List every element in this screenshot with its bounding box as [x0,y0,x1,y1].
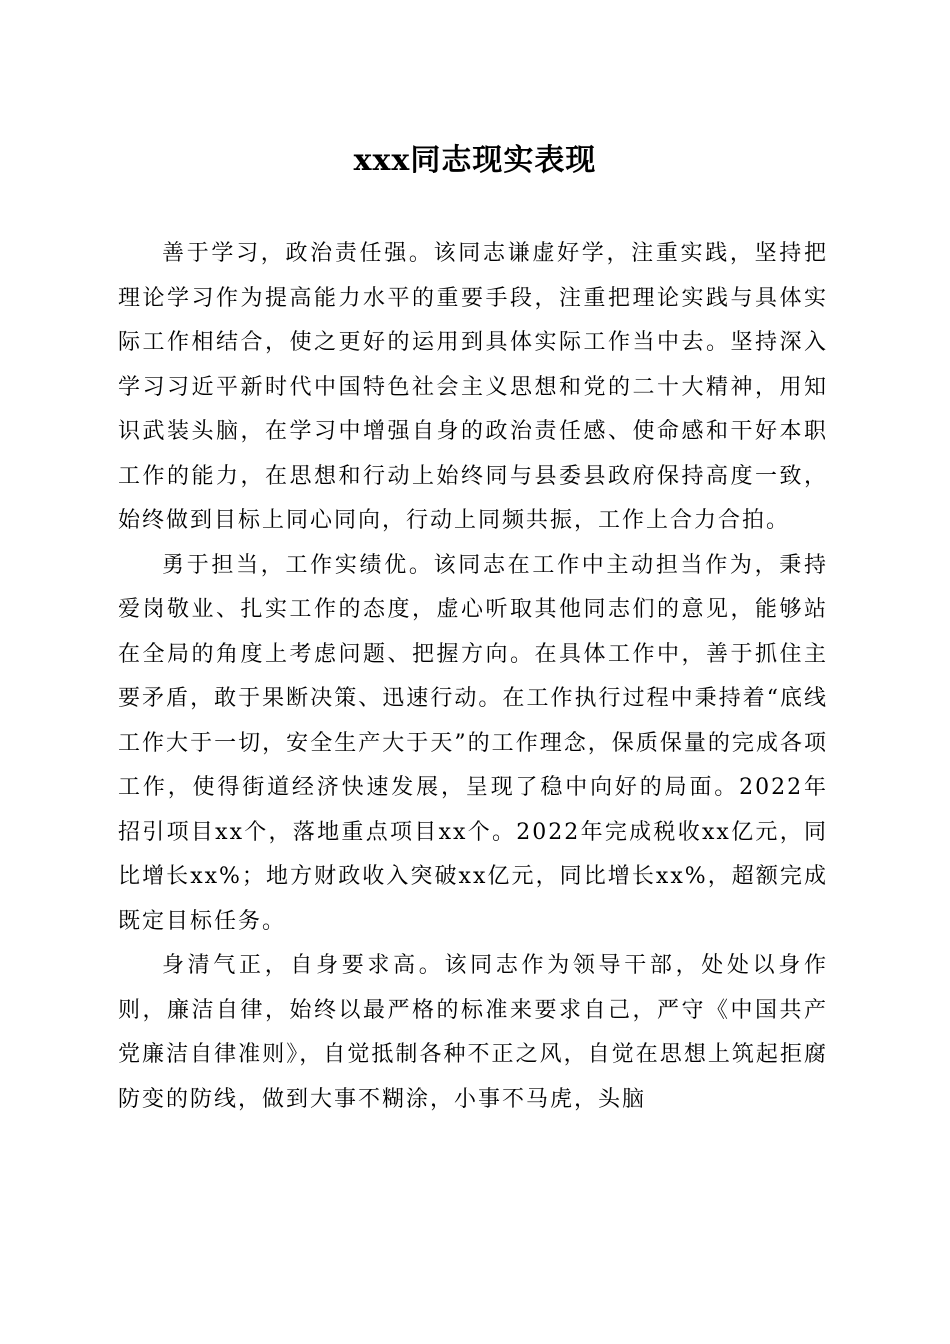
paragraph-integrity: 身清气正，自身要求高。该同志作为领导干部，处处以身作则，廉洁自律，始终以最严格的标准来要求自己，严守《中国共产党廉洁自律准则》，自觉抵制各种不正之风，自觉在思想上筑起拒腐防变的防线，做到大事不糊涂，小事不马虎，头脑 [118,953,828,1112]
paragraph-study: 善于学习，政治责任强。该同志谦虚好学，注重实践，坚持把理论学习作为提高能力水平的重要手段，注重把理论实践与具体实际工作相结合，使之更好的运用到具体实际工作当中去。坚持深入学习习近平新时代中国特色社会主义思想和党的二十大精神，用知识武装头脑，在学习中增强自身的政治责任感、使命感和干好本职工作的能力，在思想和行动上始终同与县委县政府保持高度一致，始终做到目标上同心同向，行动上同频共振，工作上合力合拍。 [118,241,828,533]
document-title: xxx同志现实表现 [353,143,597,178]
paragraph-performance: 勇于担当，工作实绩优。该同志在工作中主动担当作为，秉持爱岗敬业、扎实工作的态度，虚心听取其他同志们的意见，能够站在全局的角度上考虑问题、把握方向。在具体工作中，善于抓住主要矛盾，敢于果断决策、迅速行动。在工作执行过程中秉持着“底线工作大于一切，安全生产大于天”的工作理念，保质保量的完成各项工作，使得街道经济快速发展，呈现了稳中向好的局面。2022年招引项目xx个，落地重点项目xx个。2022年完成税收xx亿元，同比增长xx%；地方财政收入突破xx亿元，同比增长xx%，超额完成既定目标任务。 [118,552,828,934]
document-body [118,232,828,1122]
